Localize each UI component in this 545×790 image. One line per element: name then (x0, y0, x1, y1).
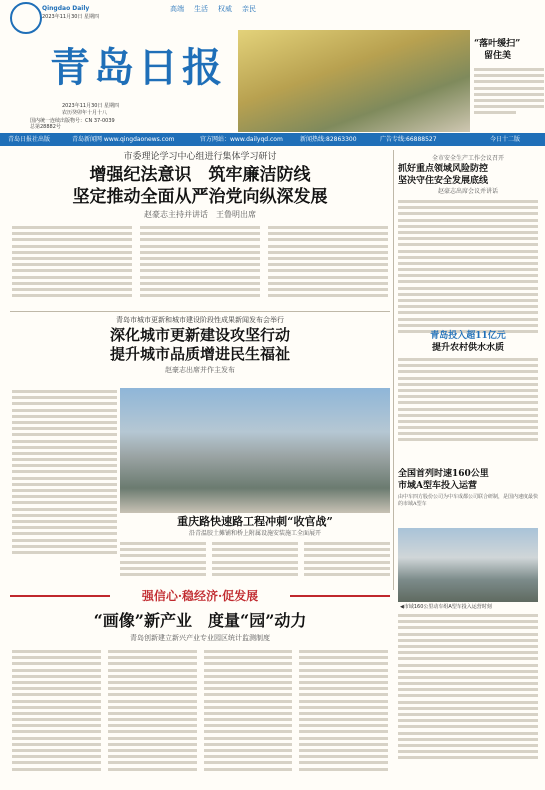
text-line (398, 657, 538, 660)
road-story-body (120, 542, 390, 582)
text-line (108, 681, 197, 684)
top-slogans (170, 4, 330, 14)
side-feature-title-2: 留住美 (484, 51, 512, 61)
band-official-site[interactable]: 官方网站：www.dailyqd.com (200, 136, 283, 143)
right-story-1-byline: 赵豪志出席会议并讲话 (437, 188, 498, 195)
right-story-1-headline-1: 抓好重点领域风险防控 (398, 164, 489, 174)
text-line (140, 238, 260, 241)
slogan-4: 亲民 (242, 5, 256, 13)
text-line (12, 489, 117, 492)
text-line (12, 495, 117, 498)
text-line (268, 232, 388, 235)
text-line (398, 688, 538, 691)
text-line (204, 768, 293, 771)
text-line (140, 294, 260, 297)
right-story-2-headline-2: 提升农村供水水质 (431, 343, 504, 353)
text-line (299, 737, 388, 740)
text-line (108, 768, 197, 771)
road-subhead: 沿青温胶土摊铺和桥上附属设施安装施工全面展开 (188, 530, 321, 537)
right-story-safety (398, 154, 538, 336)
text-line (108, 656, 197, 659)
main-kicker: 市委理论学习中心组进行集体学习研讨 (123, 152, 277, 162)
text-line (212, 561, 298, 564)
text-line (12, 477, 117, 480)
text-line (398, 268, 538, 271)
text-line (12, 768, 101, 771)
text-line (398, 364, 538, 367)
text-line (12, 276, 132, 279)
text-line (108, 650, 197, 653)
train-photo (398, 528, 538, 602)
autumn-street-photo (238, 30, 470, 132)
text-line (12, 761, 101, 764)
text-line (398, 707, 538, 710)
text-line (12, 396, 117, 399)
text-line (304, 567, 390, 570)
text-line (398, 420, 538, 423)
text-line (398, 756, 538, 759)
text-line (12, 470, 117, 473)
text-line (398, 694, 538, 697)
text-line (12, 288, 132, 291)
text-line (140, 276, 260, 279)
theme-banner (10, 586, 390, 606)
right-story-1-kicker: 全市安全生产工作会议召开 (431, 155, 504, 162)
text-line (299, 706, 388, 709)
main-headline-1: 增强纪法意识 筑牢廉洁防线 (89, 165, 311, 185)
text-line (398, 670, 538, 673)
text-line (12, 700, 101, 703)
text-line (268, 288, 388, 291)
text-line (12, 693, 101, 696)
text-line (12, 390, 117, 393)
text-line (12, 251, 132, 254)
text-line (120, 573, 206, 576)
text-line (108, 675, 197, 678)
text-line (398, 614, 538, 617)
slogan-1: 高端 (170, 5, 184, 13)
text-line (204, 681, 293, 684)
text-line (398, 626, 538, 629)
text-line (212, 567, 298, 570)
masthead-title: 青岛日报 (50, 44, 226, 91)
city-update-byline: 赵豪志出席并作主发布 (165, 366, 235, 374)
text-line (398, 377, 538, 380)
text-line (140, 263, 260, 266)
text-line (108, 712, 197, 715)
road-story (120, 514, 390, 538)
text-line (12, 458, 117, 461)
text-line (398, 438, 538, 441)
text-line (12, 520, 117, 523)
text-line (140, 269, 260, 272)
text-line (204, 687, 293, 690)
text-line (204, 656, 293, 659)
text-line (398, 682, 538, 685)
text-line (12, 226, 132, 229)
city-update-headline-2: 提升城市品质增进民生福祉 (109, 345, 290, 363)
text-line (398, 231, 538, 234)
info-band (0, 133, 545, 146)
text-line (140, 232, 260, 235)
text-line (140, 226, 260, 229)
text-line (204, 737, 293, 740)
industry-story-body (12, 650, 388, 780)
text-line (398, 243, 538, 246)
text-line (12, 415, 117, 418)
text-line (108, 749, 197, 752)
text-line (120, 567, 206, 570)
text-line (12, 452, 117, 455)
text-line (12, 662, 101, 665)
text-line (268, 276, 388, 279)
text-line (108, 693, 197, 696)
text-line (120, 561, 206, 564)
text-line (12, 545, 117, 548)
text-line (398, 219, 538, 222)
text-line (204, 718, 293, 721)
side-feature-title-1: “落叶缓扫” (474, 39, 521, 49)
text-line (140, 288, 260, 291)
text-line (299, 669, 388, 672)
band-ad-line: 广告专线:66888527 (380, 136, 437, 143)
slogan-3: 权威 (218, 5, 232, 13)
band-news-hotline: 新闻热线:82863300 (300, 136, 357, 143)
text-line (398, 206, 538, 209)
city-update-story (10, 314, 390, 376)
text-line (398, 324, 538, 327)
text-line (398, 293, 538, 296)
text-line (108, 755, 197, 758)
text-line (12, 730, 101, 733)
slogan-2: 生活 (194, 5, 208, 13)
text-line (12, 718, 101, 721)
text-line (268, 251, 388, 254)
text-line (299, 681, 388, 684)
text-line (204, 761, 293, 764)
text-line (204, 706, 293, 709)
text-line (12, 433, 117, 436)
text-line (212, 542, 298, 545)
text-line (398, 401, 538, 404)
text-line (398, 645, 538, 648)
text-line (12, 743, 101, 746)
text-line (12, 724, 101, 727)
text-line (398, 358, 538, 361)
text-line (299, 662, 388, 665)
text-line (398, 318, 538, 321)
text-line (12, 402, 117, 405)
text-line (474, 111, 516, 114)
column-3 (268, 226, 388, 308)
text-line (12, 712, 101, 715)
text-line (12, 263, 132, 266)
industry-headline: “画像”新产业 度量“园”动力 (93, 611, 307, 630)
text-line (12, 440, 117, 443)
column-divider (393, 150, 394, 590)
issue-number: 总第28882号 (30, 124, 61, 130)
text-line (398, 651, 538, 654)
text-line (474, 93, 544, 96)
text-line (204, 675, 293, 678)
text-line (108, 669, 197, 672)
text-line (12, 446, 117, 449)
text-line (12, 551, 117, 554)
band-publisher: 青岛日报社出版 (8, 136, 51, 143)
text-line (398, 395, 538, 398)
text-line (12, 269, 132, 272)
road-construction-photo (120, 388, 390, 513)
text-line (474, 87, 544, 90)
text-line (120, 548, 206, 551)
text-line (398, 664, 538, 667)
text-line (204, 650, 293, 653)
main-story (10, 150, 390, 221)
column-2 (140, 226, 260, 308)
text-line (398, 408, 538, 411)
industry-subhead: 青岛创新建立新兴产业专业园区统计监测制度 (130, 634, 270, 642)
text-line (108, 737, 197, 740)
right-story-train (398, 468, 538, 508)
text-line (212, 548, 298, 551)
cn-code: 国内统一连续出版物号：CN 37-0039 (30, 118, 115, 124)
text-line (12, 532, 117, 535)
text-line (474, 68, 544, 71)
right-bottom-body (398, 614, 538, 780)
text-line (268, 269, 388, 272)
city-update-body (12, 390, 117, 557)
train-caption: ◀市域160公里动车组A型车投入运营时刻 (400, 604, 492, 610)
text-line (398, 256, 538, 259)
text-line (12, 508, 117, 511)
text-line (299, 687, 388, 690)
right-story-1-headline-2: 坚决守住安全发展底线 (398, 176, 489, 186)
city-update-headline-1: 深化城市更新建设攻坚行动 (109, 326, 290, 344)
text-line (12, 650, 101, 653)
text-line (398, 280, 538, 283)
text-line (204, 755, 293, 758)
date-line: 2023年11月30日 星期四 (62, 103, 120, 109)
text-line (299, 755, 388, 758)
text-line (299, 650, 388, 653)
text-line (398, 225, 538, 228)
text-line (398, 414, 538, 417)
text-line (120, 554, 206, 557)
text-line (12, 737, 101, 740)
text-line (12, 539, 117, 542)
text-line (108, 743, 197, 746)
text-line (398, 676, 538, 679)
text-line (299, 656, 388, 659)
right-story-water (398, 330, 538, 445)
main-headline-2: 坚定推动全面从严治党向纵深发展 (72, 187, 328, 207)
column-1 (12, 226, 132, 308)
text-line (398, 212, 538, 215)
text-line (140, 251, 260, 254)
side-feature (474, 30, 544, 132)
text-line (299, 675, 388, 678)
text-line (398, 383, 538, 386)
text-line (299, 749, 388, 752)
text-line (398, 639, 538, 642)
text-line (12, 681, 101, 684)
text-line (398, 311, 538, 314)
text-line (12, 282, 132, 285)
text-line (398, 299, 538, 302)
text-line (304, 561, 390, 564)
text-line (268, 257, 388, 260)
text-line (12, 675, 101, 678)
text-line (212, 554, 298, 557)
text-line (304, 554, 390, 557)
banner-title: 强信心·稳经济·促发展 (110, 586, 290, 606)
text-line (108, 718, 197, 721)
text-line (12, 514, 117, 517)
text-line (12, 656, 101, 659)
text-line (204, 662, 293, 665)
text-line (12, 409, 117, 412)
text-line (398, 701, 538, 704)
text-line (120, 542, 206, 545)
text-line (474, 74, 544, 77)
text-line (140, 257, 260, 260)
text-line (474, 99, 544, 102)
text-line (304, 573, 390, 576)
text-line (299, 768, 388, 771)
text-line (268, 238, 388, 241)
text-line (398, 274, 538, 277)
text-line (398, 305, 538, 308)
text-line (204, 669, 293, 672)
text-line (12, 483, 117, 486)
band-page-count: 今日十二版 (490, 136, 521, 143)
text-line (204, 730, 293, 733)
text-line (12, 669, 101, 672)
text-line (299, 693, 388, 696)
text-line (398, 389, 538, 392)
text-line (108, 761, 197, 764)
text-line (12, 464, 117, 467)
right-story-2-headline-1: 青岛投入超11亿元 (430, 331, 506, 341)
right-story-3-sub: 由中车四方股份公司为中车成都公司联合研制，是国内速度最快的市域A型车 (398, 494, 539, 507)
text-line (398, 750, 538, 753)
text-line (398, 287, 538, 290)
text-line (12, 427, 117, 430)
text-line (12, 245, 132, 248)
text-line (304, 548, 390, 551)
text-line (212, 573, 298, 576)
text-line (398, 744, 538, 747)
text-line (108, 700, 197, 703)
newspaper-logo-icon (10, 2, 42, 34)
right-story-3-headline-1: 全国首列时速160公里 (398, 469, 489, 479)
main-story-body (12, 226, 388, 308)
text-line (398, 620, 538, 623)
text-line (140, 245, 260, 248)
text-line (299, 724, 388, 727)
text-line (204, 749, 293, 752)
city-update-kicker: 青岛市城市更新和城市建设阶段性成果新闻发布会举行 (116, 316, 284, 324)
text-line (204, 743, 293, 746)
text-line (398, 237, 538, 240)
text-line (398, 370, 538, 373)
main-speaker: 赵豪志主持并讲话 王鲁明出席 (144, 210, 256, 219)
text-line (12, 232, 132, 235)
text-line (12, 755, 101, 758)
text-line (268, 282, 388, 285)
text-line (299, 730, 388, 733)
text-line (398, 732, 538, 735)
text-line (299, 700, 388, 703)
text-line (398, 426, 538, 429)
text-line (474, 80, 544, 83)
text-line (204, 693, 293, 696)
text-line (204, 712, 293, 715)
text-line (398, 250, 538, 253)
text-line (12, 526, 117, 529)
text-line (299, 718, 388, 721)
text-line (398, 633, 538, 636)
text-line (398, 262, 538, 265)
text-line (398, 713, 538, 716)
text-line (108, 706, 197, 709)
text-line (299, 712, 388, 715)
text-line (299, 761, 388, 764)
text-line (108, 662, 197, 665)
band-website[interactable]: 青岛新闻网 www.qingdaonews.com (72, 136, 175, 143)
text-line (12, 501, 117, 504)
text-line (268, 263, 388, 266)
text-line (398, 200, 538, 203)
industry-story (10, 610, 390, 644)
text-line (398, 719, 538, 722)
text-line (268, 294, 388, 297)
issue-date-small: 2023年11月30日 星期四 (42, 14, 100, 20)
text-line (12, 421, 117, 424)
section-divider (10, 311, 390, 312)
text-line (108, 730, 197, 733)
text-line (12, 238, 132, 241)
text-line (12, 706, 101, 709)
text-line (204, 724, 293, 727)
text-line (268, 226, 388, 229)
english-title: Qingdao Daily (42, 5, 90, 12)
right-story-3-headline-2: 市域A型车投入运营 (398, 481, 477, 491)
text-line (108, 724, 197, 727)
text-line (204, 700, 293, 703)
text-line (299, 743, 388, 746)
text-line (12, 294, 132, 297)
text-line (474, 105, 544, 108)
text-line (398, 738, 538, 741)
text-line (268, 245, 388, 248)
text-line (12, 257, 132, 260)
lunar-date: 农历癸卯年十月十八 (62, 110, 108, 116)
text-line (108, 687, 197, 690)
text-line (304, 542, 390, 545)
text-line (398, 432, 538, 435)
road-headline: 重庆路快速路工程冲刺“收官战” (177, 515, 333, 528)
text-line (140, 282, 260, 285)
text-line (398, 725, 538, 728)
text-line (12, 687, 101, 690)
text-line (12, 749, 101, 752)
